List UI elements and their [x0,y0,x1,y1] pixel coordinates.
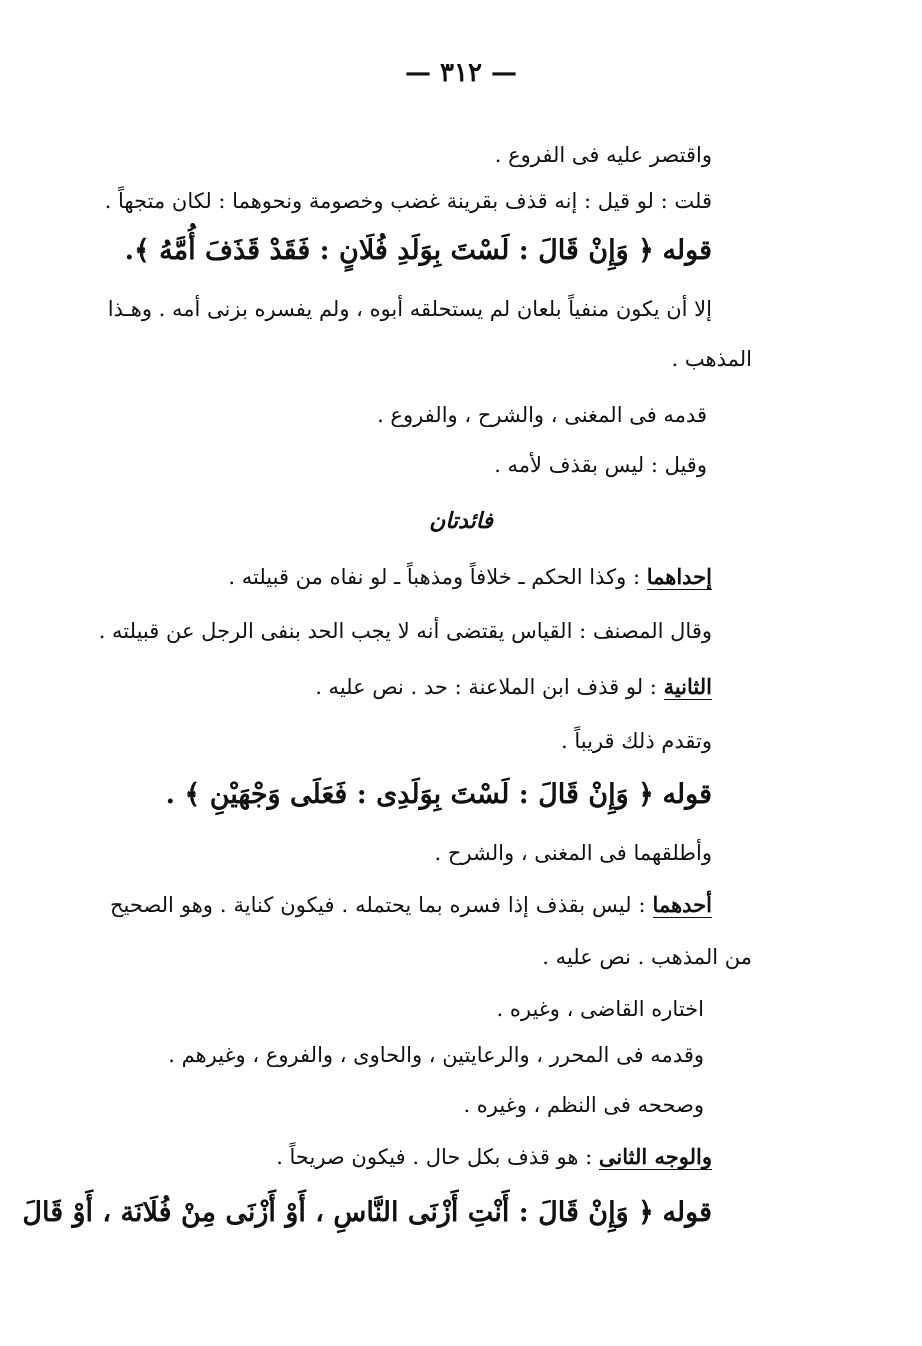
quran-quote-line: قوله ﴿ وَإِنْ قَالَ : لَسْتَ بِوَلَدِ فُلَانٍ : فَقَدْ قَذَفَ أُمَّهُ ﴾. [124,235,712,266]
text-line: الثانية : لو قذف ابن الملاعنة : حد . نص عليه . [315,674,712,699]
text-line: وقدمه فى المحرر ، والرعايتين ، والحاوى ، والفروع ، وغيرهم . [168,1043,704,1067]
line-lead: والوجه الثانى [598,1144,712,1169]
text-line: وتقدم ذلك قريباً . [561,729,712,753]
text-line: والوجه الثانى : هو قذف بكل حال . فيكون صريحاً . [276,1144,712,1169]
line-lead: الثانية [663,674,712,699]
text-line: من المذهب . نص عليه . [542,945,752,969]
text-line: وقال المصنف : القياس يقتضى أنه لا يجب الحد بنفى الرجل عن قبيلته . [98,619,712,643]
text-line: قدمه فى المغنى ، والشرح ، والفروع . [377,403,707,427]
quran-quote-line: قوله ﴿ وَإِنْ قَالَ : أَنْتِ أَزْنَى النَّاسِ ، أَوْ أَزْنَى مِنْ فُلَانَة ، أَوْ قَالَ [22,1197,712,1228]
line-lead: إحداهما [646,564,712,589]
quran-quote-line: قوله ﴿ وَإِنْ قَالَ : لَسْتَ بِوَلَدِى : فَعَلَى وَجْهَيْنِ ﴾ . [165,779,712,810]
text-line: وقيل : ليس بقذف لأمه . [494,453,707,477]
text-line: إحداهما : وكذا الحكم ـ خلافاً ومذهباً ـ لو نفاه من قبيلته . [228,564,712,589]
text-line: وأطلقهما فى المغنى ، والشرح . [434,841,712,865]
text-line: المذهب . [671,347,752,371]
text-line: وصححه فى النظم ، وغيره . [463,1093,704,1117]
text-line: أحدهما : ليس بقذف إذا فسره بما يحتمله . فيكون كناية . وهو الصحيح [110,892,712,917]
text-line: واقتصر عليه فى الفروع . [494,143,712,167]
text-line: إلا أن يكون منفياً بلعان لم يستحلقه أبوه ، ولم يفسره بزنى أمه . وهـذا [107,297,712,321]
text-line: اختاره القاضى ، وغيره . [496,997,704,1021]
page-number: — ٣١٢ — [404,58,518,88]
text-line: قلت : لو قيل : إنه قذف بقرينة غضب وخصومة ونحوهما : لكان متجهاً . [104,189,712,213]
section-heading: فائدتان [429,508,493,534]
line-lead: أحدهما [652,892,712,917]
